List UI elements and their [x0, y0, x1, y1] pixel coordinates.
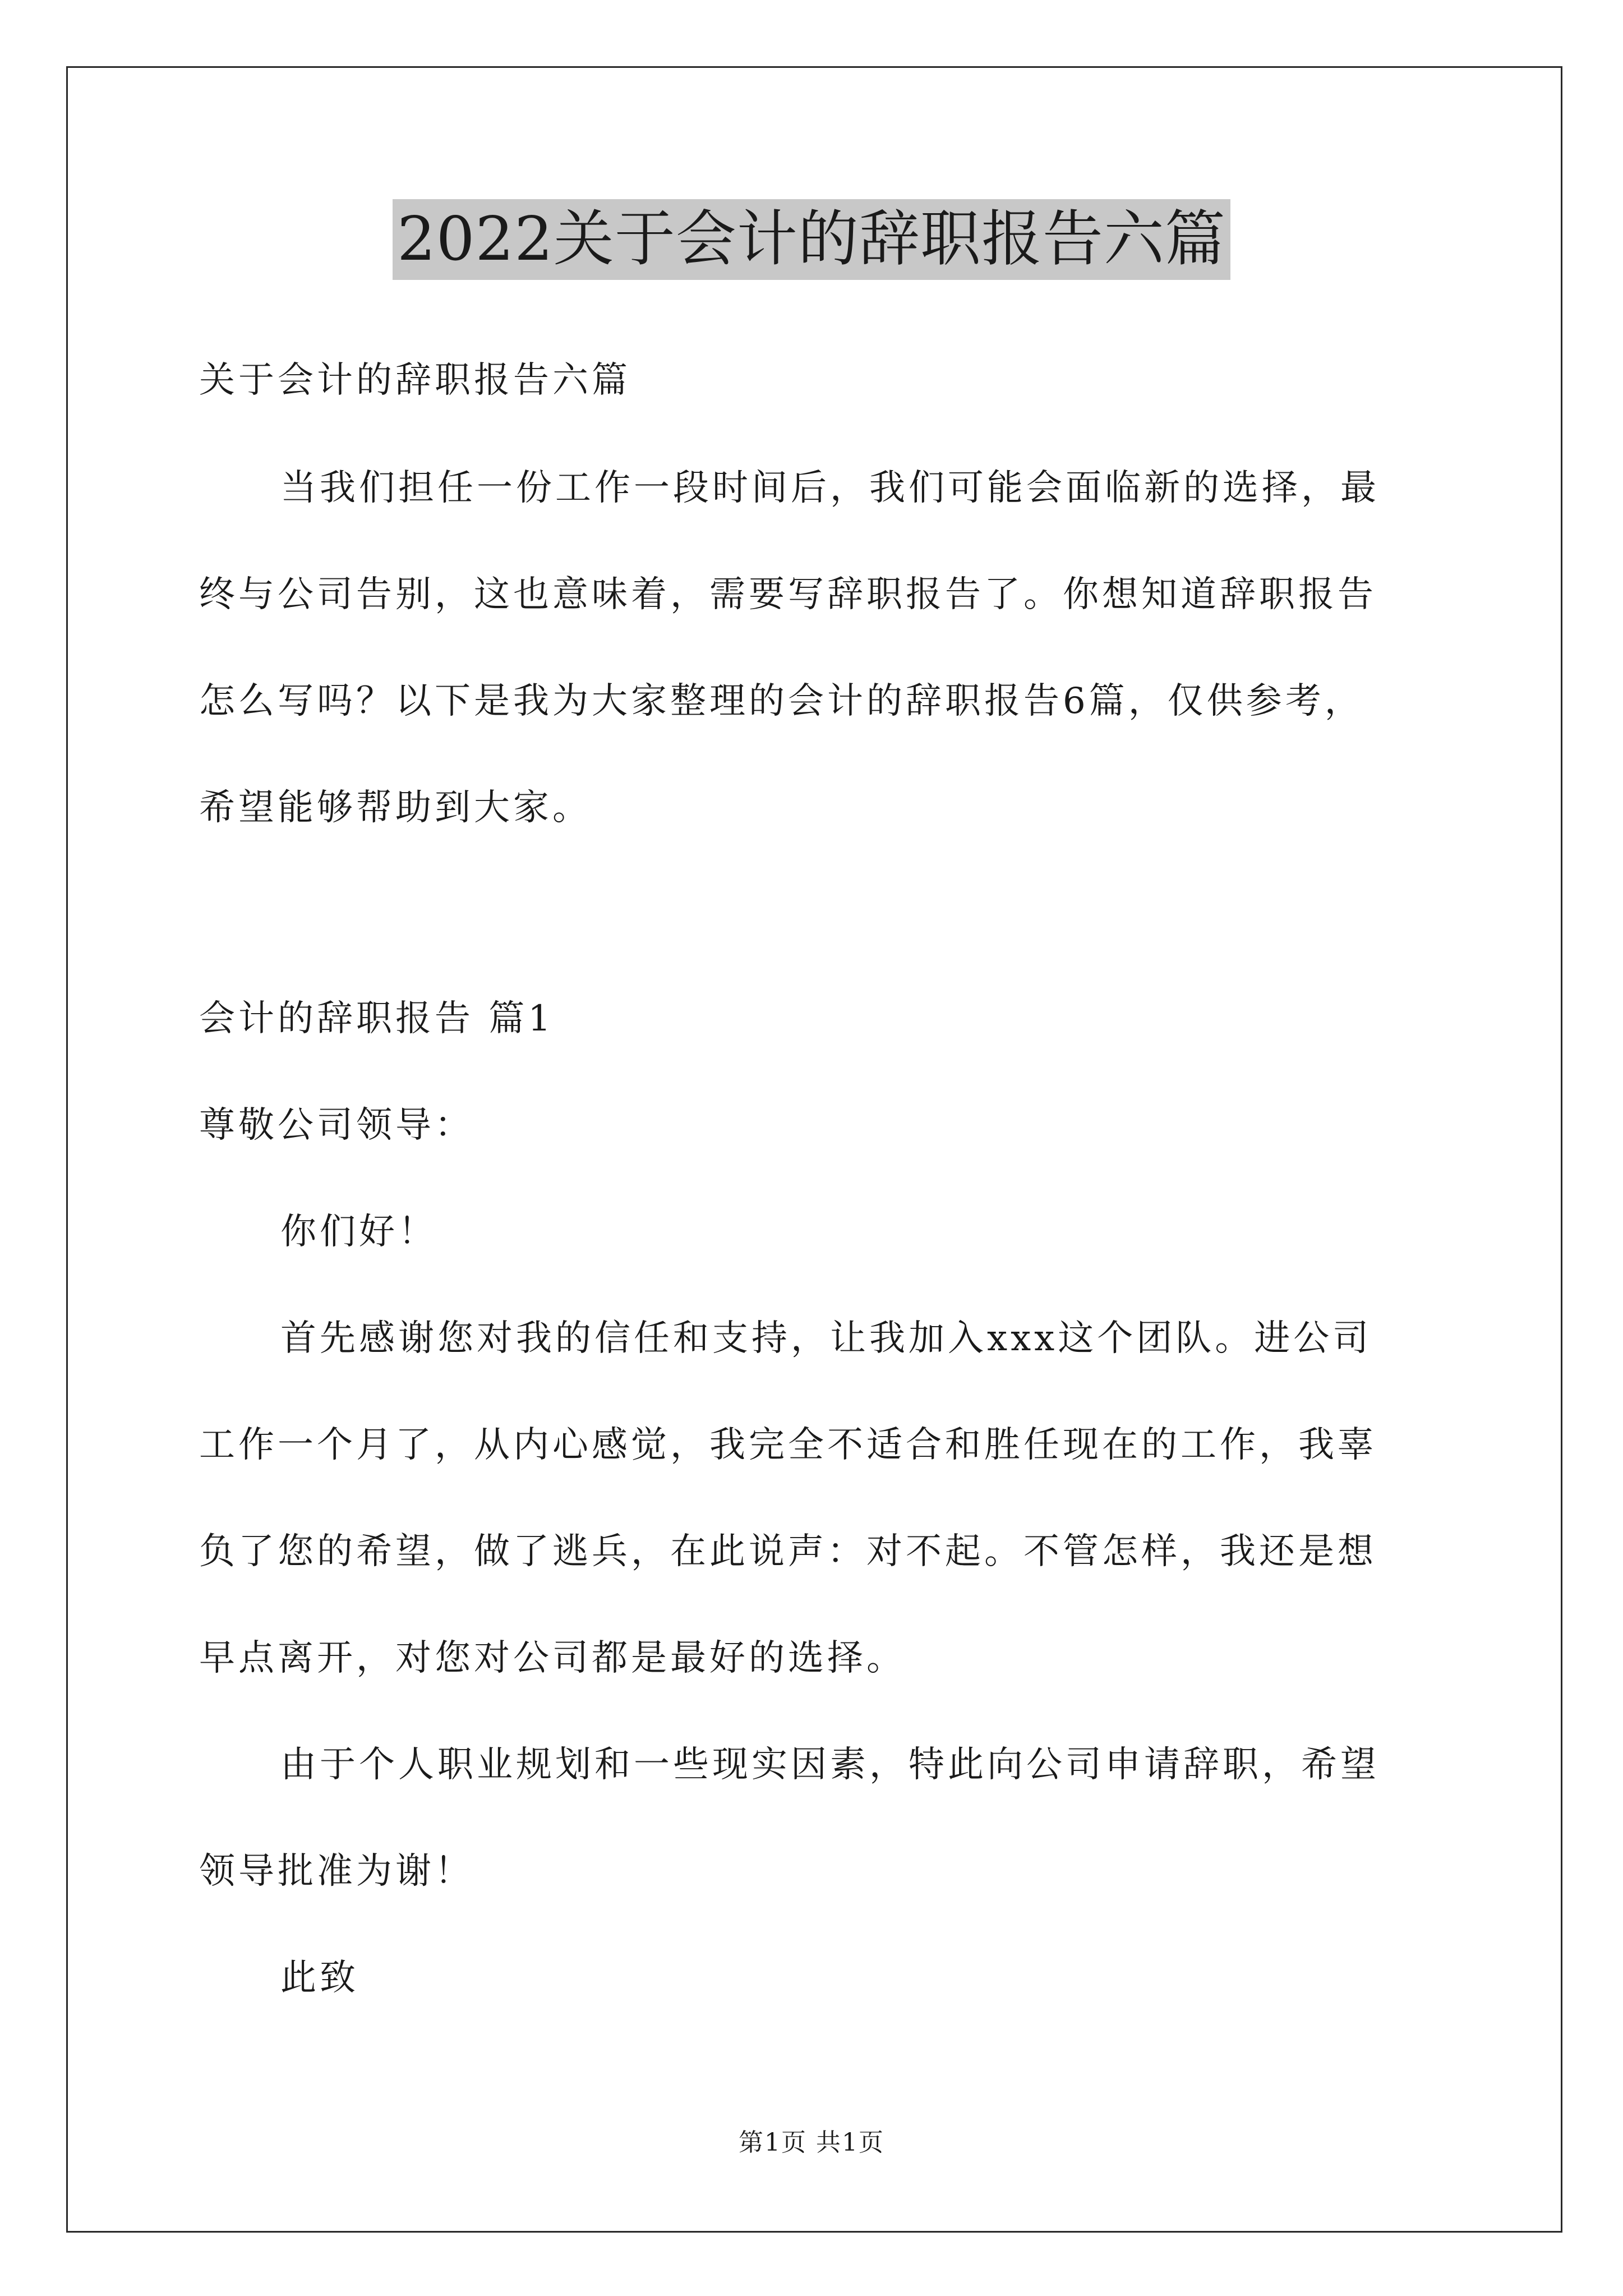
document-subtitle: 关于会计的辞职报告六篇 — [199, 360, 631, 401]
salutation: 尊敬公司领导： — [199, 1105, 474, 1146]
document-title: 2022关于会计的辞职报告六篇 — [393, 199, 1230, 280]
greeting: 你们好！ — [280, 1211, 437, 1253]
intro-line-1: 当我们担任一份工作一段时间后，我们可能会面临新的选择，最 — [280, 467, 1380, 509]
para1-line-2: 工作一个月了，从内心感觉，我完全不适合和胜任现在的工作，我辜 — [199, 1424, 1377, 1466]
section-heading: 会计的辞职报告 篇1 — [199, 998, 555, 1039]
para1-line-4: 早点离开，对您对公司都是最好的选择。 — [199, 1637, 906, 1679]
intro-line-2: 终与公司告别，这也意味着，需要写辞职报告了。你想知道辞职报告 — [199, 574, 1377, 615]
para2-line-1: 由于个人职业规划和一些现实因素，特此向公司申请辞职，希望 — [280, 1744, 1380, 1786]
para2-line-2: 领导批准为谢！ — [199, 1851, 474, 1892]
title-block — [0, 199, 1623, 280]
intro-line-3: 怎么写吗？以下是我为大家整理的会计的辞职报告6篇，仅供参考， — [199, 680, 1364, 722]
closing: 此致 — [280, 1957, 359, 1999]
para1-line-3: 负了您的希望，做了逃兵，在此说声：对不起。不管怎样，我还是想 — [199, 1531, 1377, 1572]
intro-line-4: 希望能够帮助到大家。 — [199, 787, 592, 829]
para1-line-1: 首先感谢您对我的信任和支持，让我加入xxx这个团队。进公司 — [280, 1318, 1372, 1359]
page-footer: 第1页 共1页 — [739, 2128, 884, 2157]
